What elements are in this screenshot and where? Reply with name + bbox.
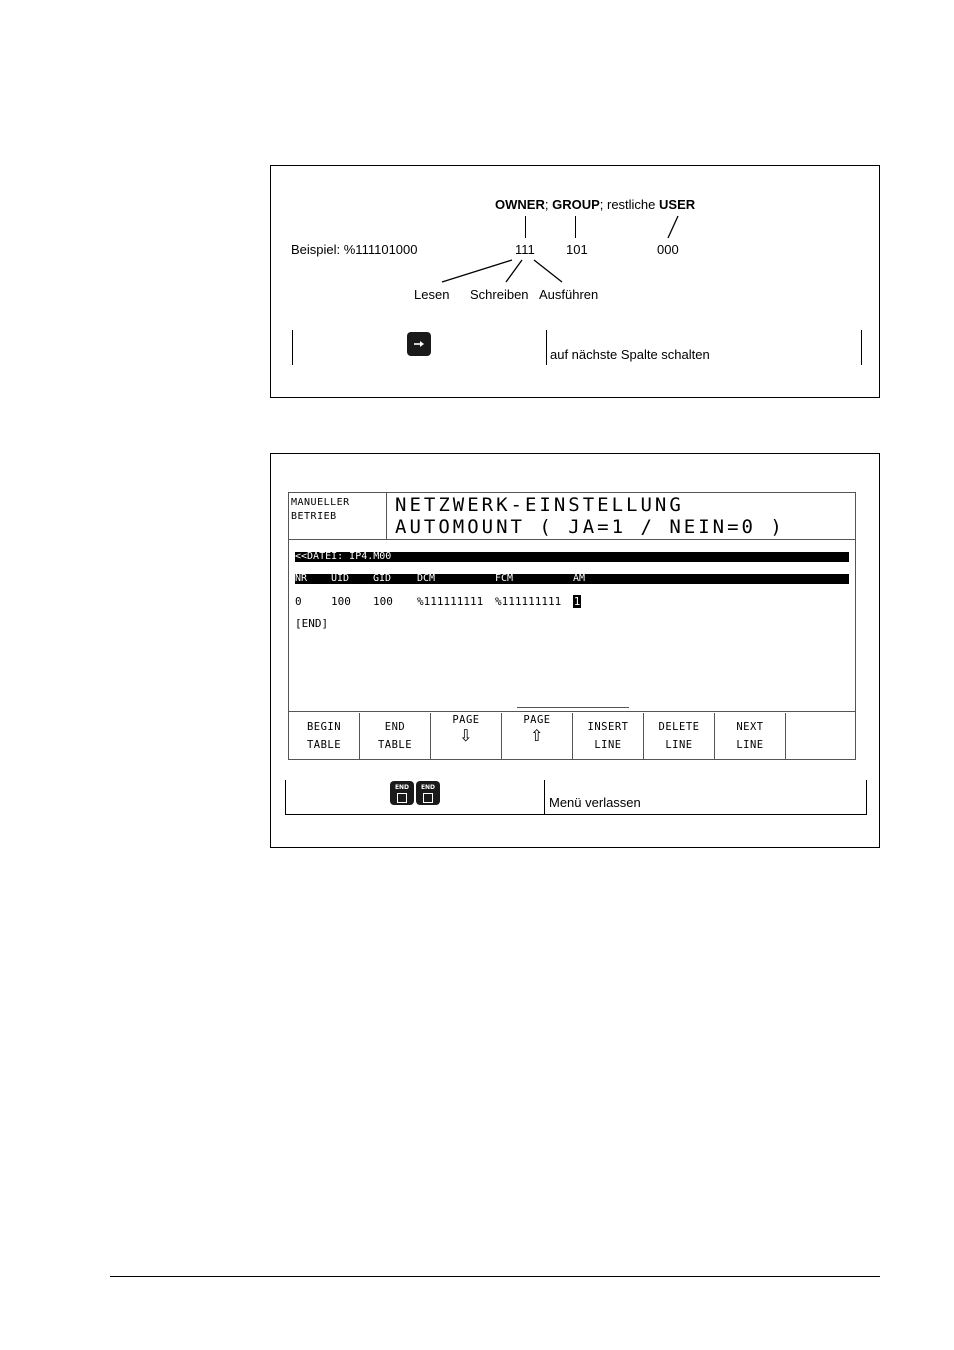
edit-cursor[interactable]: 1 <box>573 595 581 608</box>
perm-read: Lesen <box>414 287 450 302</box>
user-bits: 000 <box>657 242 679 257</box>
owner-bits: 111 <box>515 242 535 257</box>
key-description-exit-menu: Menü verlassen <box>549 795 641 810</box>
table-row[interactable]: 0 100 100 %111111111 %111111111 1 <box>295 595 581 608</box>
file-label: <<DATEI: IP4.M00 <box>295 551 392 562</box>
col-fcm: FCM <box>495 573 514 584</box>
owner-connector <box>525 216 526 238</box>
perm-exec: Ausführen <box>539 287 599 302</box>
user-connector <box>660 214 690 244</box>
operating-mode: MANUELLER BETRIEB <box>289 493 387 539</box>
group-label: GROUP <box>552 197 600 212</box>
group-connector <box>575 216 576 238</box>
screen-title: NETZWERK-EINSTELLUNG AUTOMOUNT ( JA=1 / NEIN=0 ) <box>395 494 785 538</box>
arrow-right-icon <box>407 332 431 356</box>
col-uid: UID <box>331 573 350 584</box>
key-description-next-column: auf nächste Spalte schalten <box>550 347 710 362</box>
softkey-delete-line[interactable]: DELETE LINE <box>644 713 715 759</box>
control-screen <box>288 492 856 760</box>
col-dcm: DCM <box>417 573 436 584</box>
example-label: Beispiel: %111101000 <box>291 242 418 257</box>
softkey-begin-table[interactable]: BEGIN TABLE <box>289 713 360 759</box>
end-marker: [END] <box>295 617 329 630</box>
softkey-next-line[interactable]: NEXT LINE <box>715 713 786 759</box>
permission-header: OWNER; GROUP; restliche USER <box>495 197 696 212</box>
col-nr: NR <box>295 573 308 584</box>
softkey-bar <box>289 713 855 759</box>
group-bits: 101 <box>566 242 588 257</box>
owner-label: OWNER <box>495 197 545 212</box>
perm-write: Schreiben <box>470 287 529 302</box>
arrow-down-icon: ⇩ <box>459 726 473 745</box>
softkey-insert-line[interactable]: INSERT LINE <box>573 713 644 759</box>
column-header-bar <box>295 574 849 584</box>
end-key-icon: END <box>416 781 440 805</box>
file-bar <box>295 552 849 562</box>
col-gid: GID <box>373 573 392 584</box>
user-label: USER <box>659 197 696 212</box>
col-am: AM <box>573 573 586 584</box>
arrow-up-icon: ⇧ <box>530 726 544 745</box>
softkey-empty[interactable] <box>786 713 855 759</box>
softkey-page-down[interactable]: PAGE ⇩ <box>431 713 502 759</box>
softkey-end-table[interactable]: END TABLE <box>360 713 431 759</box>
bits-connectors <box>430 256 590 286</box>
softkey-page-up[interactable]: PAGE ⇧ <box>502 713 573 759</box>
footer-rule <box>110 1276 880 1277</box>
end-key-icon: END <box>390 781 414 805</box>
